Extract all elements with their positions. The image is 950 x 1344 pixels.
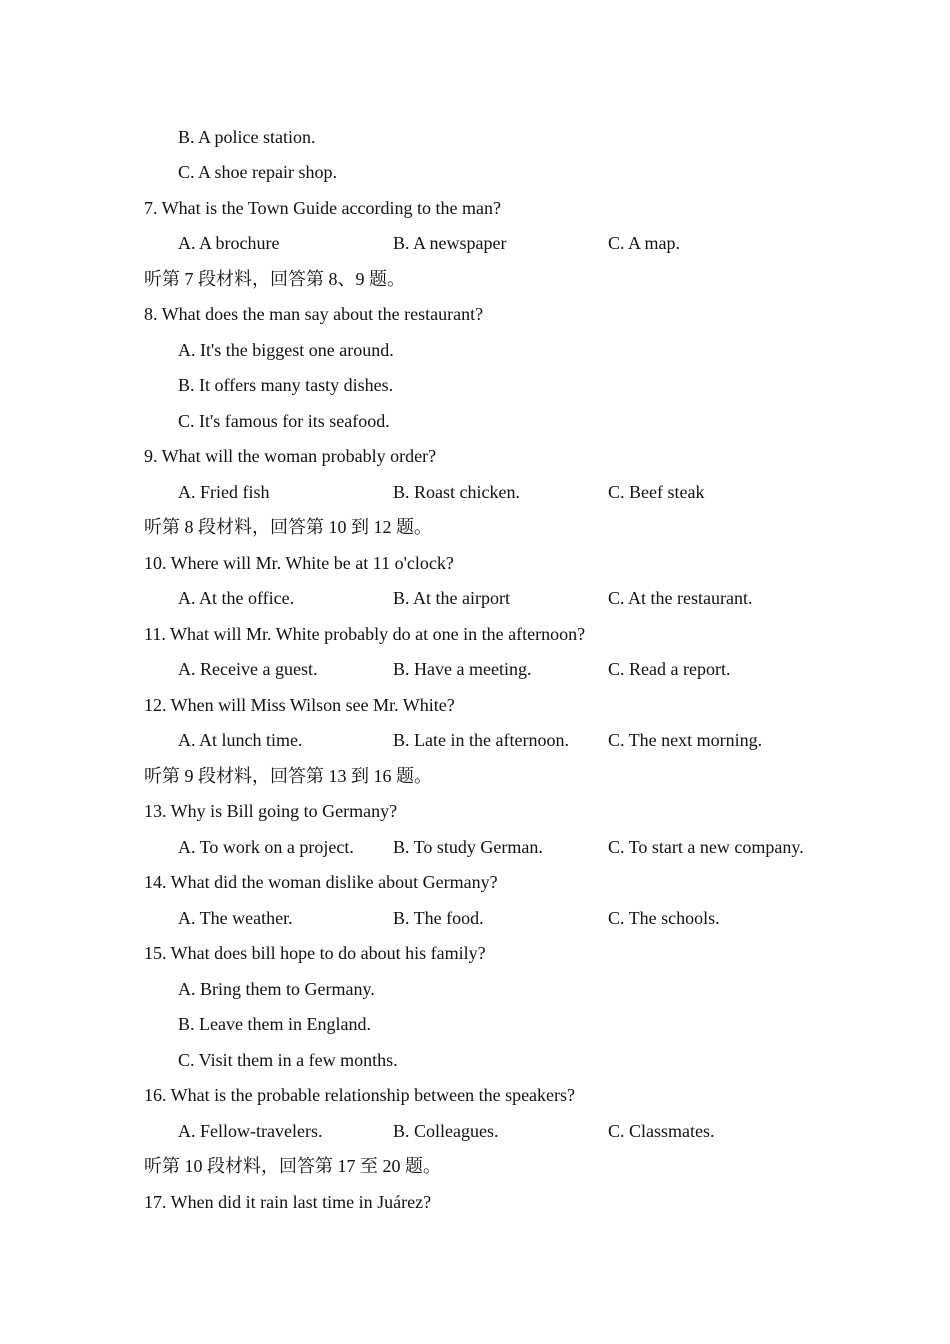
question-12: 12. When will Miss Wilson see Mr. White?	[144, 695, 455, 715]
question-7: 7. What is the Town Guide according to the man?	[144, 198, 501, 218]
section-heading-7: 听第 7 段材料，回答第 8、9 题。	[144, 269, 405, 289]
section-heading-9: 听第 9 段材料，回答第 13 到 16 题。	[144, 766, 432, 786]
question-14: 14. What did the woman dislike about Germany?	[144, 872, 498, 892]
q10-option-c: C. At the restaurant.	[608, 588, 753, 608]
question-16: 16. What is the probable relationship between the speakers?	[144, 1085, 576, 1105]
q7-option-b: B. A newspaper	[393, 233, 507, 253]
q10-option-a: A. At the office.	[178, 588, 295, 608]
question-8: 8. What does the man say about the restaurant?	[144, 304, 484, 324]
q9-option-c: C. Beef steak	[608, 482, 705, 502]
q9-option-b: B. Roast chicken.	[393, 482, 520, 502]
q12-option-b: B. Late in the afternoon.	[393, 730, 569, 750]
q14-option-c: C. The schools.	[608, 908, 720, 928]
q16-option-c: C. Classmates.	[608, 1121, 715, 1141]
q15-option-c: C. Visit them in a few months.	[178, 1050, 398, 1070]
q6-option-b: B. A police station.	[178, 127, 316, 147]
question-13: 13. Why is Bill going to Germany?	[144, 801, 398, 821]
q14-option-b: B. The food.	[393, 908, 484, 928]
question-11: 11. What will Mr. White probably do at one in the afternoon?	[144, 624, 586, 644]
q16-option-a: A. Fellow-travelers.	[178, 1121, 323, 1141]
q8-option-c: C. It's famous for its seafood.	[178, 411, 390, 431]
q11-option-b: B. Have a meeting.	[393, 659, 532, 679]
q13-option-a: A. To work on a project.	[178, 837, 354, 857]
q14-option-a: A. The weather.	[178, 908, 293, 928]
question-15: 15. What does bill hope to do about his family?	[144, 943, 486, 963]
q9-option-a: A. Fried fish	[178, 482, 270, 502]
q12-option-a: A. At lunch time.	[178, 730, 303, 750]
section-heading-8: 听第 8 段材料，回答第 10 到 12 题。	[144, 517, 432, 537]
question-10: 10. Where will Mr. White be at 11 o'clock?	[144, 553, 454, 573]
q13-option-c: C. To start a new company.	[608, 837, 804, 857]
question-17: 17. When did it rain last time in Juárez?	[144, 1192, 432, 1212]
q8-option-b: B. It offers many tasty dishes.	[178, 375, 394, 395]
q15-option-a: A. Bring them to Germany.	[178, 979, 375, 999]
question-9: 9. What will the woman probably order?	[144, 446, 437, 466]
q10-option-b: B. At the airport	[393, 588, 510, 608]
section-heading-10: 听第 10 段材料，回答第 17 至 20 题。	[144, 1156, 441, 1176]
q12-option-c: C. The next morning.	[608, 730, 763, 750]
q15-option-b: B. Leave them in England.	[178, 1014, 371, 1034]
q7-option-c: C. A map.	[608, 233, 681, 253]
q13-option-b: B. To study German.	[393, 837, 543, 857]
q11-option-c: C. Read a report.	[608, 659, 731, 679]
q7-option-a: A. A brochure	[178, 233, 280, 253]
q16-option-b: B. Colleagues.	[393, 1121, 499, 1141]
q6-option-c: C. A shoe repair shop.	[178, 162, 337, 182]
q11-option-a: A. Receive a guest.	[178, 659, 318, 679]
q8-option-a: A. It's the biggest one around.	[178, 340, 394, 360]
